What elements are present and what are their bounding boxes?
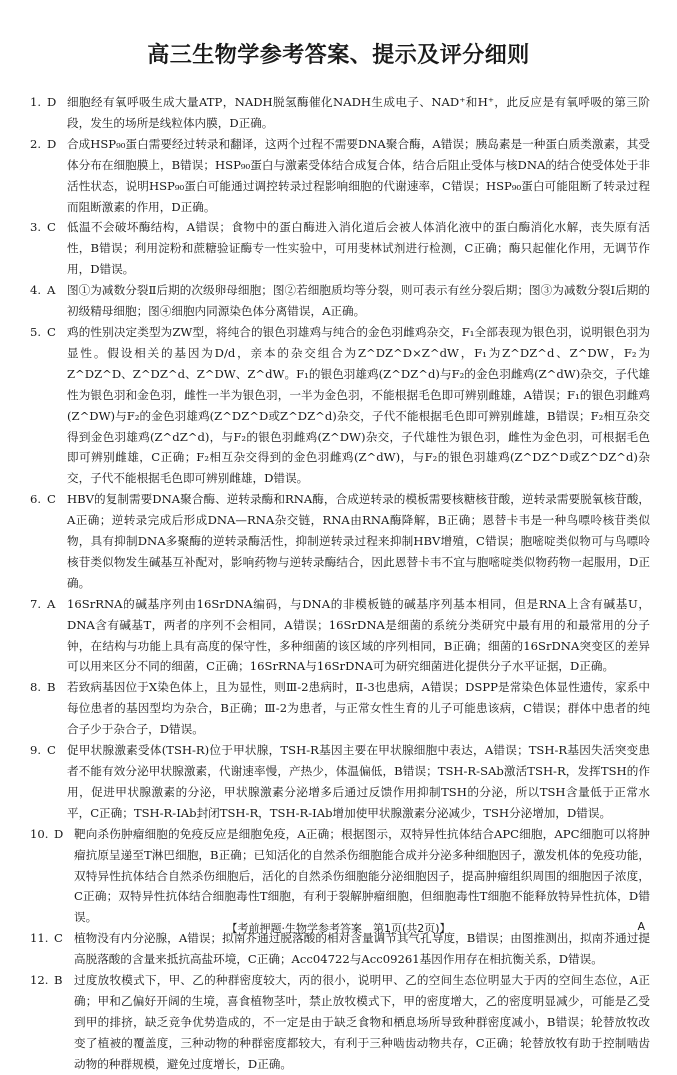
answer-item (30, 280, 650, 322)
item-explanation: 细胞经有氧呼吸生成大量ATP，NADH脱氢酶催化NADH生成电子、NAD⁺和H⁺，此反应是有氧呼吸的第三阶段，发生的场所是线粒体内膜，D正确。 (67, 95, 650, 130)
item-answer: C (54, 931, 63, 946)
item-number: 12. (30, 973, 49, 988)
item-explanation: HBV的复制需要DNA聚合酶、逆转录酶和RNA酶，合成逆转录的模板需要核糖核苷酸，逆转录需要脱氧核苷酸，A正确；逆转录完成后形成DNA—RNA杂交链，RNA由RNA酶降解，B正确；恩替卡韦是一种鸟嘌呤核苷类似物，具有抑制DNA多聚酶的逆转录酶活性，抑制逆转录过程来抑制HBV增殖，C错误；胞嘧啶类似物可与鸟嘌呤核苷类似物发生碱基互补配对，影响药物与逆转录酶结合，因此恩替卡韦不宜与胞嘧啶类似物药物一起服用，D正确。 (67, 492, 650, 590)
item-answer: C (47, 492, 56, 507)
answer-item (30, 824, 650, 929)
answer-item (30, 322, 650, 489)
page-title: 高三生物学参考答案、提示及评分细则 (147, 43, 530, 68)
page-footer: 【考前押题·生物学参考答案 第1页(共2页)】 (226, 922, 451, 935)
item-explanation: 若致病基因位于X染色体上，且为显性，则Ⅲ-2患病时，Ⅱ-3也患病，A错误；DSPP是常染色体显性遗传，家系中每位患者的基因型均为杂合，B正确；Ⅲ-2为患者，与正常女性生育的儿子可能患该病，C错误；群体中患者的纯合子少于杂合子，D错误。 (67, 680, 650, 737)
item-explanation: 图①为减数分裂Ⅱ后期的次级卵母细胞；图②若细胞质均等分裂，则可表示有丝分裂后期；图③为减数分裂Ⅰ后期的初级精母细胞；图④细胞内同源染色体分离错误，A正确。 (67, 283, 650, 319)
item-explanation: 促甲状腺激素受体(TSH-R)位于甲状腺，TSH-R基因主要在甲状腺细胞中表达，A错误；TSH-R基因失活突变患者不能有效分泌甲状腺激素，代谢速率慢，产热少，体温偏低，B错误；TSH-R-SAb激活TSH-R，发挥TSH的作用，促进甲状腺激素的分泌，甲状腺激素分泌增多后通过反馈作用抑制TSH的分泌，所以TSH含量低于正常水平，C正确；TSH-R-IAb封闭TSH-R，TSH-R-IAb增加使甲状腺激素分泌减少，TSH分泌增加，D错误。 (67, 743, 650, 820)
item-answer: D (47, 95, 57, 109)
item-number: 11. (30, 931, 49, 946)
answer-item (30, 740, 650, 824)
item-number: 4. (30, 283, 42, 298)
item-answer: C (47, 220, 56, 235)
item-answer: A (47, 283, 56, 298)
item-explanation: 植物没有内分泌腺，A错误；拟南芥通过脱落酸的相对含量调节其气孔导度，B错误；由图推测出，拟南芥通过提高脱落酸的含量来抵抗高盐环境，C正确；Acc04722与Acc09261基因作用存在相抗衡关系，D错误。 (74, 931, 650, 967)
item-answer: D (47, 136, 57, 151)
item-answer: C (47, 324, 56, 339)
item-answer: D (54, 826, 64, 841)
item-number: 10. (30, 826, 49, 841)
item-number: 7. (30, 596, 42, 611)
item-explanation: 16SrRNA的碱基序列由16SrDNA编码，与DNA的非模板链的碱基序列基本相同，但是RNA上含有碱基U，DNA含有碱基T，两者的序列不会相同，A错误；16SrDNA是细菌的系统分类研究中最有用的和最常用的分子钟，在结构与功能上具有高度的保守性，多种细菌的该区域的序列相同，B正确；细菌的16SrDNA突变区的差异可以用来区分不同的细菌，C正确；16SrRNA与16SrDNA可为研究细菌进化提供分子水平证据，D正确。 (67, 596, 650, 674)
answer-item (30, 489, 650, 594)
item-answer: C (47, 743, 56, 758)
answer-item (30, 92, 650, 134)
item-number: 6. (30, 492, 42, 507)
item-explanation: 合成HSP₉₀蛋白需要经过转录和翻译，这两个过程不需要DNA聚合酶，A错误；胰岛素是一种蛋白质类激素，其受体分布在细胞膜上，B错误；HSP₉₀蛋白与激素受体结合成复合体，结合后阻止受体与核DNA的结合使受体处于非活性状态，说明HSP₉₀蛋白可能通过调控转录过程影响细胞的代谢速率，C错误；HSP₉₀蛋白可能阻断了转录过程而阻断激素的作用，D正确。 (67, 136, 650, 214)
answer-item (30, 677, 650, 740)
answer-item (30, 594, 650, 678)
answer-item (30, 970, 650, 1075)
answer-item (30, 134, 650, 218)
answer-item (30, 217, 650, 280)
item-answer: A (47, 596, 56, 611)
item-explanation: 低温不会破坏酶结构，A错误；食物中的蛋白酶进入消化道后会被人体消化液中的蛋白酶消化水解，丧失原有活性，B错误；利用淀粉和蔗糖验证酶专一性实验中，可用斐林试剂进行检测，C正确；酶只起催化作用，无调节作用，D错误。 (67, 220, 650, 277)
item-explanation: 靶向杀伤肿瘤细胞的免疫反应是细胞免疫，A正确；根据图示，双特异性抗体结合APC细胞，APC细胞可以将肿瘤抗原呈递至T淋巴细胞，B正确；已知活化的自然杀伤细胞能合成并分泌多种细胞因子，激发机体的免疫功能，双特异性抗体结合自然杀伤细胞后，活化的自然杀伤细胞能分泌细胞因子，提高肿瘤组织周围的细胞因子浓度，C正确；双特异性抗体结合细胞毒性T细胞，有利于裂解肿瘤细胞，但细胞毒性T细胞不能释放特异性抗体，D错误。 (74, 826, 650, 925)
item-number: 5. (30, 324, 42, 339)
item-number: 1. (30, 95, 42, 109)
item-number: 2. (30, 136, 42, 151)
item-number: 9. (30, 743, 42, 758)
item-answer: B (54, 973, 63, 988)
item-number: 3. (30, 220, 42, 235)
item-explanation: 鸡的性别决定类型为ZW型，将纯合的银色羽雄鸡与纯合的金色羽雌鸡杂交，F₁全部表现为银色羽，说明银色羽为显性。假设相关的基因为D/d，亲本的杂交组合为Z^DZ^D×Z^dW，F₁为Z^DZ^d、Z^DW，F₂为Z^DZ^D、Z^DZ^d、Z^DW、Z^dW。F₁的银色羽雄鸡(Z^DZ^d)与F₂的金色羽雌鸡(Z^dW)杂交，子代雄性为银色羽和金色羽，雌性一半为银色羽，一半为金色羽，不能根据毛色即可辨别雌雄，A错误；F₁的银色羽雌鸡(Z^DW)与F₂的金色羽雄鸡(Z^DZ^D或Z^DZ^d)杂交，子代不能根据毛色即可辨别雌雄，B错误；F₂相互杂交得到金色羽雄鸡(Z^dZ^d)，与F₂的银色羽雌鸡(Z^DW)杂交，子代雄性为银色羽，雌性为金色羽，可根据毛色即可辨别雌雄，C正确；F₂相互杂交得到的金色羽雌鸡(Z^dW)，与F₂的银色羽雄鸡(Z^DZ^D或Z^DZ^d)杂交，子代不能根据毛色即可辨别雌雄，D错误。 (67, 324, 650, 486)
item-explanation: 过度放牧模式下，甲、乙的种群密度较大，丙的很小，说明甲、乙的空间生态位明显大于丙的空间生态位，A正确；甲和乙偏好开阔的生境，喜食植物茎叶，禁止放牧模式下，甲的密度增大，乙的密度明显减少，可能是乙受到甲的排挤，缺乏竞争优势造成的，不一定是由于缺乏食物和栖息场所导致种群密度减小，B错误；轮替放牧改变了植被的覆盖度，三种动物的种群密度都较大，有利于三种啮齿动物共存，C正确；轮替放牧有助于控制啮齿动物的种群规模，避免过度增长，D正确。 (74, 973, 650, 1071)
item-answer: B (47, 680, 56, 695)
item-number: 8. (30, 680, 42, 695)
version-mark: A (637, 920, 645, 933)
